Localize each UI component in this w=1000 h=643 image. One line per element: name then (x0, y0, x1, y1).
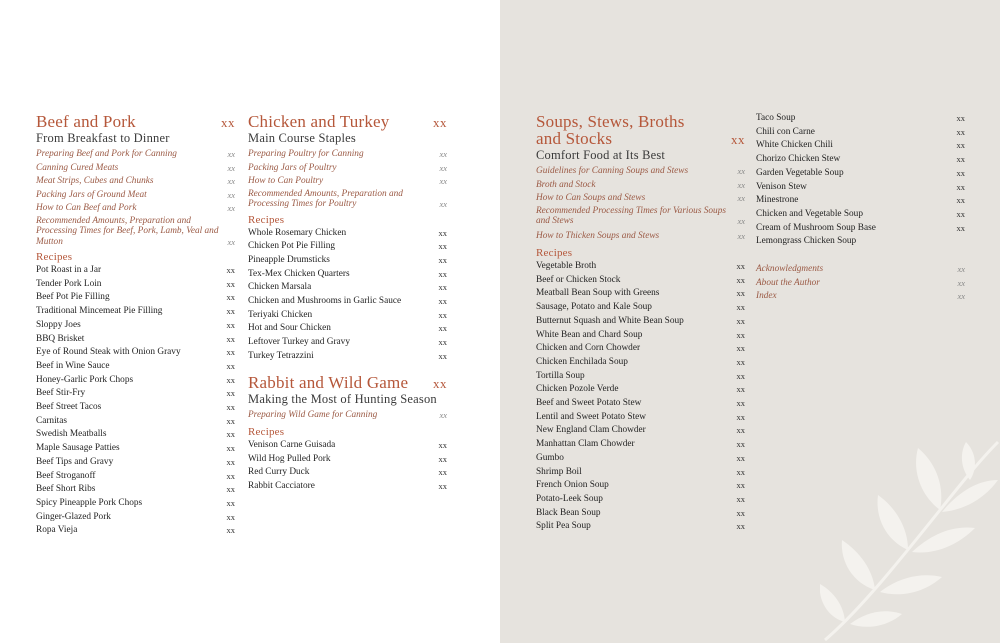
guide-list (36, 148, 235, 247)
toc-entry[interactable] (536, 424, 745, 438)
toc-entry[interactable] (36, 346, 235, 360)
entry-title: Carnitas (36, 415, 67, 426)
entry-page: xx (956, 181, 965, 192)
entry-title: Venison Stew (756, 181, 807, 192)
entry-title: Leftover Turkey and Gravy (248, 337, 350, 348)
toc-entry[interactable] (248, 240, 447, 254)
entry-title: Butternut Squash and White Bean Soup (536, 315, 684, 326)
guide-list (248, 409, 447, 423)
entry-title: Whole Rosemary Chicken (248, 227, 347, 238)
recipe-list (36, 264, 235, 538)
entry-page: xx (736, 521, 745, 532)
toc-entry[interactable] (536, 274, 745, 288)
entry-page: xx (438, 453, 447, 464)
entry-page: xx (956, 113, 965, 123)
toc-entry[interactable] (36, 456, 235, 470)
entry-title: Chicken and Vegetable Soup (756, 208, 863, 219)
section-title: Chicken and Turkey (248, 112, 390, 131)
entry-page: xx (226, 265, 235, 275)
entry-page: xx (736, 507, 745, 518)
entry-page: xx (957, 291, 965, 302)
entry-page: xx (956, 222, 965, 233)
toc-entry[interactable] (536, 466, 745, 480)
entry-title: How to Can Beef and Pork (36, 203, 137, 213)
toc-entry[interactable] (36, 428, 235, 442)
entry-page: xx (736, 480, 745, 491)
section-page: xx (731, 132, 745, 147)
section-heading (36, 113, 235, 131)
entry-page: xx (736, 439, 745, 450)
entry-page: xx (438, 282, 447, 293)
entry-page: xx (736, 315, 745, 326)
entry-page: xx (736, 466, 745, 477)
entry-title: Beef or Chicken Stock (536, 274, 621, 285)
entry-page: xx (226, 306, 235, 317)
entry-page: xx (736, 356, 745, 367)
entry-title: Wild Hog Pulled Pork (248, 453, 331, 464)
entry-title: Rabbit Cacciatore (248, 481, 315, 492)
toc-entry[interactable] (248, 295, 447, 309)
section-page: xx (433, 115, 447, 130)
toc-entry[interactable] (36, 497, 235, 511)
toc-entry[interactable] (248, 350, 447, 364)
toc-entry[interactable] (756, 181, 965, 195)
entry-page: xx (226, 415, 235, 426)
section-page: xx (221, 115, 235, 130)
entry-page: xx (227, 189, 235, 200)
entry-title: Chicken Pot Pie Filling (248, 241, 336, 252)
entry-page: xx (737, 179, 745, 190)
entry-page: xx (227, 162, 235, 173)
entry-page: xx (226, 525, 235, 536)
entry-title: White Bean and Chard Soup (536, 329, 643, 340)
toc-entry[interactable] (536, 370, 745, 384)
toc-entry[interactable] (248, 254, 447, 268)
guide-entry[interactable] (248, 189, 447, 210)
entry-page: xx (226, 443, 235, 454)
entry-page: xx (439, 176, 447, 186)
recipes-heading: Recipes (248, 213, 285, 226)
toc-entry[interactable] (536, 356, 745, 370)
entry-page: xx (439, 162, 447, 173)
entry-title: Beef Short Ribs (36, 484, 96, 495)
entry-title: Beef Stroganoff (36, 470, 96, 481)
entry-title: Guidelines for Canning Soups and Stews (536, 166, 689, 176)
entry-title: Chicken Marsala (248, 282, 312, 293)
entry-page: xx (226, 347, 235, 358)
entry-title: Beef Stir-Fry (36, 388, 86, 399)
recipes-heading: Recipes (248, 426, 285, 439)
entry-page: xx (438, 254, 447, 265)
entry-title: Beef and Sweet Potato Stew (536, 398, 642, 409)
entry-title: Sausage, Potato and Kale Soup (536, 302, 652, 313)
section-subtitle: From Breakfast to Dinner (36, 131, 170, 145)
entry-title: Spicy Pineapple Pork Chops (36, 497, 143, 508)
entry-title: Recommended Processing Times for Various Soups and Stews (536, 205, 726, 226)
entry-title: Venison Carne Guisada (248, 440, 336, 451)
entry-title: Ginger-Glazed Pork (36, 511, 111, 522)
section-title: Beef and Pork (36, 112, 136, 131)
soups-continued-column (756, 112, 965, 304)
entry-title: How to Thicken Soups and Stews (536, 230, 660, 241)
toc-entry[interactable] (36, 524, 235, 538)
guide-entry[interactable] (248, 175, 447, 189)
section-title: Rabbit and Wild Game (248, 372, 409, 392)
toc-entry[interactable] (248, 336, 447, 350)
entry-title: New England Clam Chowder (536, 425, 646, 436)
toc-entry[interactable] (36, 291, 235, 305)
guide-entry[interactable] (36, 216, 235, 248)
recipe-list (248, 227, 447, 364)
entry-title: Chicken and Mushrooms in Garlic Sauce (248, 296, 402, 307)
entry-page: xx (736, 384, 745, 395)
entry-page: xx (226, 402, 235, 413)
entry-title: How to Can Poultry (248, 176, 324, 186)
toc-entry[interactable] (536, 493, 745, 507)
entry-title: Recommended Amounts, Preparation and Processing Times for Poultry (248, 188, 403, 209)
entry-page: xx (226, 388, 235, 399)
entry-title: Sloppy Joes (36, 319, 81, 330)
section-title-line2: and Stocks (536, 129, 613, 148)
leaf-branch-icon (820, 440, 1000, 643)
entry-page: xx (439, 149, 447, 159)
toc-entry[interactable] (756, 139, 965, 153)
toc-entry[interactable] (36, 415, 235, 429)
entry-page: xx (227, 236, 235, 247)
entry-title: Chicken Enchilada Soup (536, 356, 628, 367)
guide-entry[interactable] (36, 189, 235, 203)
entry-page: xx (737, 216, 745, 226)
entry-title: Gumbo (536, 452, 564, 463)
entry-page: xx (226, 470, 235, 481)
entry-page: xx (737, 166, 745, 176)
entry-title: Swedish Meatballs (36, 429, 107, 440)
toc-entry[interactable] (536, 520, 745, 534)
entry-title: Packing Jars of Poultry (248, 162, 337, 173)
beef-pork-column (36, 113, 235, 538)
entry-title: Vegetable Broth (536, 261, 597, 271)
entry-page: xx (737, 193, 745, 203)
toc-entry[interactable] (36, 442, 235, 456)
entry-title: Chicken and Corn Chowder (536, 343, 641, 354)
guide-entry[interactable] (36, 202, 235, 216)
entry-page: xx (226, 484, 235, 495)
toc-entry[interactable] (536, 260, 745, 274)
entry-title: Eye of Round Steak with Onion Gravy (36, 347, 181, 358)
toc-entry[interactable] (36, 374, 235, 388)
toc-entry[interactable] (36, 319, 235, 333)
section-title-line1: Soups, Stews, Broths (536, 112, 685, 131)
toc-entry[interactable] (536, 438, 745, 452)
entry-page: xx (438, 481, 447, 492)
toc-entry[interactable] (536, 301, 745, 315)
guide-entry[interactable] (36, 162, 235, 176)
entry-title: Taco Soup (756, 113, 796, 123)
entry-title: Lentil and Sweet Potato Stew (536, 411, 646, 422)
entry-page: xx (957, 277, 965, 288)
toc-entry[interactable] (36, 264, 235, 278)
entry-title: Meat Strips, Cubes and Chunks (36, 176, 154, 186)
entry-title: Beef Pot Pie Filling (36, 292, 110, 303)
toc-entry[interactable] (248, 466, 447, 480)
toc-entry[interactable] (36, 333, 235, 347)
entry-page: xx (736, 261, 745, 271)
entry-title: Manhattan Clam Chowder (536, 439, 635, 450)
entry-title: Packing Jars of Ground Meat (36, 189, 147, 200)
guide-entry[interactable] (536, 192, 745, 206)
entry-title: Pineapple Drumsticks (248, 254, 330, 265)
entry-title: Chorizo Chicken Stew (756, 154, 841, 165)
guide-entry[interactable] (536, 206, 745, 227)
toc-entry[interactable] (36, 305, 235, 319)
entry-title: Preparing Poultry for Canning (248, 149, 364, 159)
entry-title: Meatball Bean Soup with Greens (536, 288, 660, 299)
entry-page: xx (736, 411, 745, 422)
back-matter-list (756, 263, 965, 304)
entry-page: xx (737, 230, 745, 241)
entry-page: xx (956, 140, 965, 151)
entry-title: Pot Roast in a Jar (36, 265, 102, 275)
toc-entry[interactable] (36, 278, 235, 292)
section-page: xx (433, 375, 447, 391)
entry-page: xx (438, 268, 447, 279)
entry-page: xx (957, 264, 965, 275)
toc-entry[interactable] (536, 452, 745, 466)
entry-title: Turkey Tetrazzini (248, 350, 314, 361)
toc-entry[interactable] (536, 329, 745, 343)
entry-page: xx (226, 429, 235, 440)
toc-entry[interactable] (248, 309, 447, 323)
entry-title: Maple Sausage Patties (36, 443, 120, 454)
section-subtitle: Main Course Staples (248, 131, 356, 145)
recipe-list (248, 439, 447, 494)
entry-page: xx (439, 409, 447, 420)
toc-entry[interactable] (248, 268, 447, 282)
entry-title: Index (756, 291, 777, 302)
entry-page: xx (226, 292, 235, 303)
section-heading (536, 130, 745, 148)
entry-title: Cream of Mushroom Soup Base (756, 222, 876, 233)
entry-title: Black Bean Soup (536, 507, 601, 518)
entry-page: xx (736, 274, 745, 285)
toc-entry[interactable] (536, 287, 745, 301)
entry-title: Beef Tips and Gravy (36, 456, 114, 467)
entry-page: xx (956, 208, 965, 219)
recipes-heading: Recipes (536, 247, 573, 259)
entry-title: White Chicken Chili (756, 140, 833, 151)
entry-title: Shrimp Boil (536, 466, 582, 477)
entry-page: xx (956, 154, 965, 165)
guide-entry[interactable] (536, 165, 745, 179)
entry-title: Tender Pork Loin (36, 278, 102, 289)
entry-title: French Onion Soup (536, 480, 609, 491)
toc-entry[interactable] (248, 227, 447, 241)
entry-page: xx (227, 203, 235, 213)
entry-page: xx (226, 319, 235, 330)
section-heading (248, 113, 447, 131)
toc-entry[interactable] (756, 167, 965, 181)
entry-page: xx (956, 167, 965, 178)
entry-title: Beef Street Tacos (36, 402, 102, 413)
toc-entry[interactable] (536, 507, 745, 521)
toc-entry[interactable] (248, 480, 447, 494)
entry-page: xx (736, 329, 745, 340)
entry-page: xx (438, 309, 447, 320)
entry-page: xx (956, 195, 965, 206)
entry-title: Preparing Wild Game for Canning (248, 409, 378, 420)
toc-entry[interactable] (756, 208, 965, 222)
entry-page: xx (736, 452, 745, 463)
toc-entry[interactable] (536, 315, 745, 329)
entry-title: About the Author (756, 277, 820, 288)
toc-entry[interactable] (756, 112, 965, 126)
section-subtitle: Making the Most of Hunting Season (248, 391, 437, 406)
guide-entry[interactable] (536, 179, 745, 193)
entry-page: xx (227, 149, 235, 159)
toc-entry[interactable] (36, 470, 235, 484)
entry-page: xx (736, 343, 745, 354)
toc-entry[interactable] (536, 342, 745, 356)
toc-entry[interactable] (536, 397, 745, 411)
toc-entry[interactable] (756, 194, 965, 208)
entry-page: xx (736, 493, 745, 504)
entry-title: Tortilla Soup (536, 370, 585, 381)
guide-entry[interactable] (756, 263, 965, 277)
toc-entry[interactable] (36, 360, 235, 374)
guide-list (536, 165, 745, 243)
entry-page: xx (438, 440, 447, 451)
entry-title: BBQ Brisket (36, 333, 85, 344)
entry-title: Canning Cured Meats (36, 162, 119, 173)
entry-title: Preparing Beef and Pork for Canning (36, 149, 177, 159)
entry-page: xx (736, 370, 745, 381)
guide-entry[interactable] (36, 175, 235, 189)
recipe-list-continued (756, 112, 965, 249)
entry-page: xx (226, 333, 235, 344)
entry-title: Hot and Sour Chicken (248, 323, 331, 334)
entry-title: Lemongrass Chicken Soup (756, 236, 857, 247)
entry-page: xx (226, 360, 235, 371)
toc-entry[interactable] (248, 281, 447, 295)
entry-title: Potato-Leek Soup (536, 493, 603, 504)
toc-entry[interactable] (536, 411, 745, 425)
entry-title: Chicken Pozole Verde (536, 384, 619, 395)
entry-page: xx (226, 511, 235, 522)
entry-title: Garden Vegetable Soup (756, 167, 844, 178)
toc-entry[interactable] (536, 479, 745, 493)
entry-page: xx (227, 176, 235, 186)
entry-page: xx (438, 337, 447, 348)
toc-entry[interactable] (756, 153, 965, 167)
toc-entry[interactable] (248, 322, 447, 336)
guide-entry[interactable] (248, 162, 447, 176)
entry-page: xx (439, 199, 447, 209)
guide-entry[interactable] (36, 148, 235, 162)
entry-title: Beef in Wine Sauce (36, 360, 110, 371)
entry-title: Honey-Garlic Pork Chops (36, 374, 134, 385)
entry-page: xx (226, 456, 235, 467)
entry-title: Broth and Stock (536, 179, 596, 190)
toc-entry[interactable] (756, 222, 965, 236)
guide-entry[interactable] (536, 230, 745, 244)
entry-page: xx (226, 278, 235, 289)
entry-title: Chili con Carne (756, 126, 815, 137)
toc-entry[interactable] (536, 383, 745, 397)
entry-title: Teriyaki Chicken (248, 309, 313, 320)
toc-entry[interactable] (756, 126, 965, 140)
entry-page: xx (226, 497, 235, 508)
entry-title: Minestrone (756, 195, 799, 206)
guide-list (248, 148, 447, 210)
toc-entry[interactable] (756, 235, 965, 249)
entry-page: xx (956, 126, 965, 137)
guide-entry[interactable] (248, 148, 447, 162)
toc-entry[interactable] (36, 483, 235, 497)
guide-entry[interactable] (756, 277, 965, 291)
entry-page: xx (736, 398, 745, 409)
toc-entry[interactable] (36, 387, 235, 401)
entry-title: Red Curry Duck (248, 467, 310, 478)
entry-page: xx (736, 288, 745, 299)
soups-column (536, 113, 745, 534)
entry-page: xx (438, 323, 447, 334)
toc-entry[interactable] (36, 401, 235, 415)
entry-page: xx (438, 350, 447, 361)
toc-entry[interactable] (248, 439, 447, 453)
entry-title: Split Pea Soup (536, 521, 591, 532)
entry-title: Tex-Mex Chicken Quarters (248, 268, 350, 279)
entry-page: xx (438, 227, 447, 238)
toc-entry[interactable] (248, 453, 447, 467)
entry-title: How to Can Soups and Stews (536, 193, 646, 203)
recipes-heading: Recipes (36, 251, 73, 263)
entry-title: Acknowledgments (756, 264, 824, 275)
guide-entry[interactable] (756, 290, 965, 304)
recipe-list (536, 260, 745, 534)
entry-page: xx (438, 296, 447, 307)
section-heading (248, 374, 447, 392)
entry-title: Recommended Amounts, Preparation and Processing Times for Beef, Pork, Lamb, Veal and Mutton (36, 215, 219, 247)
entry-title: Ropa Vieja (36, 525, 78, 536)
entry-page: xx (736, 425, 745, 436)
section-subtitle: Comfort Food at Its Best (536, 148, 666, 162)
entry-page: xx (226, 374, 235, 385)
entry-page: xx (438, 241, 447, 252)
entry-title: Traditional Mincemeat Pie Filling (36, 306, 163, 317)
chicken-turkey-column (248, 113, 447, 494)
toc-entry[interactable] (36, 511, 235, 525)
guide-entry[interactable] (248, 409, 447, 423)
entry-page: xx (736, 302, 745, 313)
entry-page: xx (438, 467, 447, 478)
